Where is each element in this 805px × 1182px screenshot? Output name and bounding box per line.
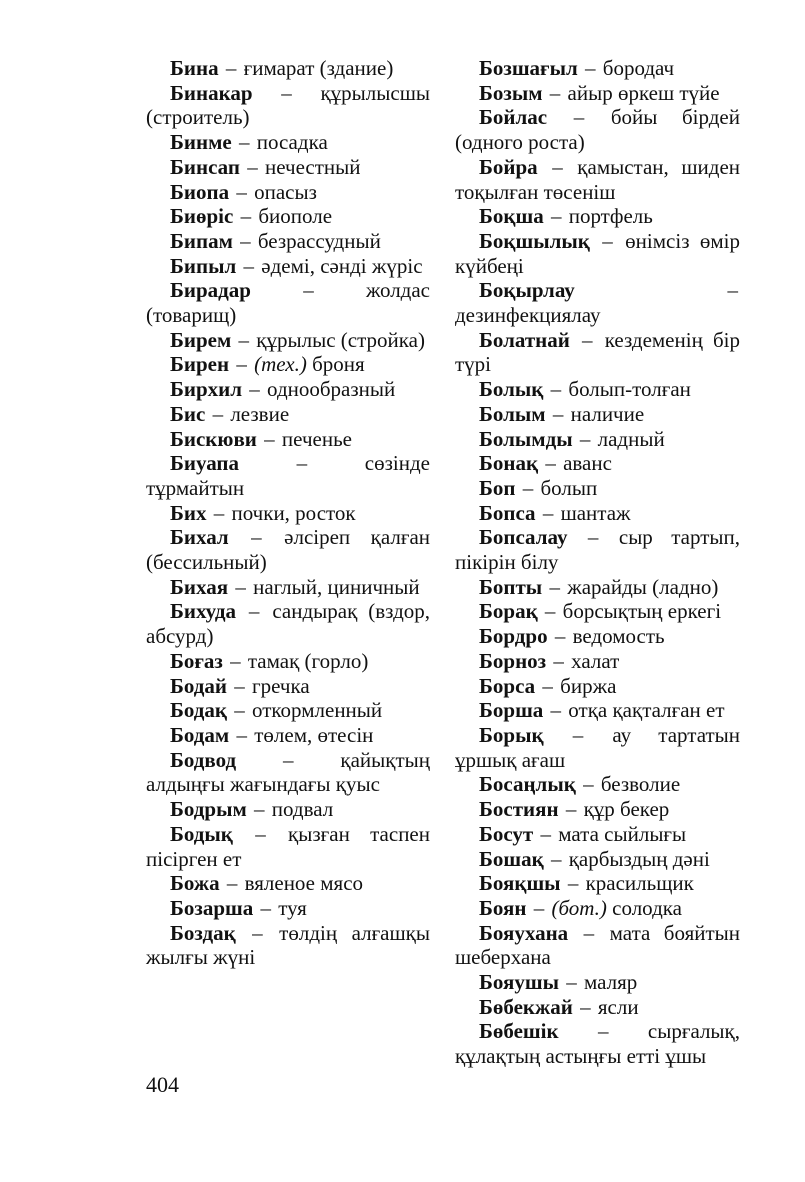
- entry-dash: –: [549, 105, 609, 130]
- entry-definition: әлсіреп қалған (бессильный): [146, 525, 431, 575]
- right-column: [455, 56, 740, 1069]
- entry-note: (бот.): [551, 895, 607, 920]
- entry-definition: құр бекер: [583, 797, 670, 822]
- dictionary-entry: [455, 81, 740, 106]
- entry-dash: –: [252, 278, 364, 303]
- entry-definition: халат: [571, 648, 620, 673]
- entry-headword: Бихуда: [170, 599, 236, 624]
- entry-definition: айыр өркеш түйе: [567, 80, 720, 105]
- entry-definition: однообразный: [267, 377, 396, 402]
- entry-definition: қарбыздың дәні: [568, 846, 710, 871]
- entry-dash: –: [574, 994, 596, 1019]
- dictionary-entry: [455, 772, 740, 797]
- entry-headword: Бис: [170, 401, 206, 426]
- entry-dash: –: [208, 500, 230, 525]
- dictionary-entry: [146, 921, 430, 970]
- entry-definition: ғимарат (здание): [243, 56, 394, 80]
- entry-definition: шантаж: [560, 500, 631, 525]
- entry-dash: –: [570, 920, 608, 945]
- dictionary-entry: [455, 377, 740, 402]
- entry-headword: Боқшылық: [479, 228, 590, 253]
- dictionary-entry: [146, 748, 430, 797]
- entry-dash: –: [569, 525, 617, 550]
- entry-dash: –: [545, 846, 567, 871]
- entry-dash: –: [579, 56, 601, 80]
- dictionary-entry: [455, 822, 740, 847]
- entry-headword: Бойлас: [479, 105, 548, 130]
- dictionary-entry: [146, 698, 430, 723]
- entry-dash: –: [548, 648, 570, 673]
- dictionary-entry: [455, 105, 740, 154]
- entry-definition: жарайды (ладно): [567, 574, 719, 599]
- entry-dash: –: [254, 80, 319, 105]
- entry-dash: –: [248, 797, 270, 822]
- entry-headword: Болық: [479, 377, 544, 402]
- entry-definition: наглый, циничный: [253, 574, 420, 599]
- entry-headword: Бопса: [479, 500, 536, 525]
- dictionary-entry: [146, 649, 430, 674]
- entry-headword: Борық: [479, 722, 544, 747]
- dictionary-entry: [455, 698, 740, 723]
- entry-dash: –: [233, 327, 255, 352]
- entry-definition: аванс: [563, 451, 612, 476]
- dictionary-entry: [146, 427, 430, 452]
- entry-dash: –: [571, 327, 603, 352]
- entry-definition: посадка: [256, 130, 328, 155]
- entry-headword: Бонақ: [479, 451, 539, 476]
- entry-dash: –: [231, 352, 253, 377]
- entry-definition: гречка: [252, 673, 310, 698]
- entry-dash: –: [560, 797, 582, 822]
- dictionary-entry: [146, 501, 430, 526]
- entry-definition: сөзінде тұрмайтын: [146, 451, 430, 500]
- entry-definition: кездеменің бір түрі: [455, 327, 741, 377]
- entry-headword: Бодай: [170, 673, 228, 698]
- dictionary-entry: [146, 254, 430, 279]
- entry-headword: Боп: [479, 475, 516, 500]
- entry-definition: броня: [312, 352, 365, 377]
- entry-dash: –: [562, 871, 584, 896]
- entry-headword: Бих: [170, 500, 207, 525]
- entry-definition: безволие: [600, 772, 681, 797]
- dictionary-entry: [455, 723, 740, 772]
- entry-headword: Бина: [170, 56, 219, 80]
- entry-dash: –: [221, 871, 243, 896]
- entry-definition: ау тартатын ұршық ағаш: [455, 722, 740, 772]
- dictionary-entry: [146, 328, 430, 353]
- dictionary-entry: [146, 822, 430, 871]
- entry-headword: Бойра: [479, 154, 538, 179]
- entry-dash: –: [537, 673, 559, 698]
- entry-headword: Боздақ: [170, 920, 236, 945]
- dictionary-entry: [455, 921, 740, 970]
- entry-definition: өнімсіз өмір күйбеңі: [455, 228, 740, 278]
- entry-dash: –: [234, 821, 287, 846]
- entry-dash: –: [258, 426, 280, 451]
- entry-definition: ладный: [597, 426, 665, 451]
- entry-headword: Бопсалау: [479, 525, 568, 550]
- entry-headword: Боқырлау: [479, 278, 575, 303]
- entry-dash: –: [560, 1019, 646, 1044]
- entry-definition: солодка: [612, 895, 682, 920]
- entry-dash: –: [528, 895, 550, 920]
- dictionary-entry: [146, 575, 430, 600]
- dictionary-entry: [146, 278, 430, 327]
- entry-definition: қайықтың алдыңғы жағындағы қуыс: [146, 747, 430, 797]
- entry-headword: Бөбекжай: [479, 994, 573, 1019]
- entry-dash: –: [577, 772, 599, 797]
- entry-headword: Болым: [479, 401, 546, 426]
- entry-dash: –: [545, 204, 567, 229]
- entry-headword: Бодрым: [170, 797, 247, 822]
- dictionary-entry: [455, 575, 740, 600]
- entry-headword: Бошақ: [479, 846, 544, 871]
- dictionary-entry: [146, 723, 430, 748]
- entry-headword: Биөріс: [170, 204, 234, 229]
- entry-dash: –: [545, 698, 567, 723]
- entry-definition: сыр тартып, пікірін білу: [455, 525, 741, 575]
- entry-definition: безрассудный: [257, 228, 381, 253]
- entry-definition: лезвие: [230, 401, 290, 426]
- entry-headword: Болымды: [479, 426, 573, 451]
- dictionary-entry: [455, 328, 740, 377]
- entry-headword: Бордро: [479, 624, 548, 649]
- entry-dash: –: [545, 722, 611, 747]
- entry-definition: ясли: [597, 994, 639, 1019]
- entry-headword: Болатнай: [479, 327, 570, 352]
- entry-headword: Борноз: [479, 648, 547, 673]
- dictionary-entry: [455, 525, 740, 574]
- entry-definition: наличие: [570, 401, 645, 426]
- dictionary-entry: [455, 624, 740, 649]
- dictionary-entry: [455, 896, 740, 921]
- entry-dash: –: [549, 624, 571, 649]
- dictionary-entry: [146, 797, 430, 822]
- entry-definition: биополе: [258, 204, 333, 229]
- entry-dash: –: [574, 426, 596, 451]
- entry-dash: –: [224, 648, 246, 673]
- entry-definition: ведомость: [572, 624, 665, 649]
- entry-dash: –: [233, 130, 255, 155]
- entry-dash: –: [230, 525, 283, 550]
- entry-definition: борсықтың еркегі: [562, 599, 722, 624]
- entry-headword: Бихая: [170, 574, 229, 599]
- dictionary-entry: [455, 501, 740, 526]
- entry-dash: –: [540, 451, 562, 476]
- entry-headword: Божа: [170, 871, 220, 896]
- entry-definition: сандырақ (вздор, абсурд): [146, 599, 431, 649]
- entry-dash: –: [231, 722, 253, 747]
- entry-headword: Бинме: [170, 130, 232, 155]
- entry-headword: Бирадар: [170, 278, 251, 303]
- entry-headword: Бодам: [170, 722, 230, 747]
- entry-headword: Бинсап: [170, 154, 240, 179]
- entry-dash: –: [547, 401, 569, 426]
- entry-dash: –: [237, 920, 278, 945]
- entry-headword: Бипыл: [170, 253, 237, 278]
- dictionary-entry: [455, 427, 740, 452]
- entry-definition: жолдас (товарищ): [146, 278, 430, 328]
- entry-dash: –: [229, 673, 251, 698]
- entry-dash: –: [241, 451, 363, 476]
- dictionary-entry: [455, 847, 740, 872]
- entry-headword: Босут: [479, 821, 534, 846]
- entry-dash: –: [545, 377, 567, 402]
- entry-definition: портфель: [568, 204, 653, 229]
- entry-headword: Бояухана: [479, 920, 569, 945]
- dictionary-entry: [146, 871, 430, 896]
- dictionary-entry: [146, 56, 430, 81]
- entry-definition: подвал: [271, 797, 334, 822]
- entry-headword: Бирем: [170, 327, 232, 352]
- entry-definition: отқа қақталған ет: [568, 698, 725, 723]
- entry-dash: –: [560, 970, 582, 995]
- dictionary-entry: [146, 674, 430, 699]
- entry-dash: –: [230, 574, 252, 599]
- dictionary-entry: [455, 278, 740, 327]
- entry-definition: бородач: [602, 56, 675, 80]
- entry-definition: құрылысшы (строитель): [146, 80, 430, 130]
- entry-definition: әдемі, сәнді жүріс: [261, 253, 423, 278]
- entry-dash: –: [235, 204, 257, 229]
- entry-headword: Бодық: [170, 821, 233, 846]
- entry-dash: –: [544, 574, 566, 599]
- entry-headword: Бозым: [479, 80, 543, 105]
- entry-dash: –: [238, 253, 260, 278]
- dictionary-entry: [146, 130, 430, 155]
- entry-headword: Бискюви: [170, 426, 257, 451]
- dictionary-entry: [146, 377, 430, 402]
- entry-headword: Биопа: [170, 179, 230, 204]
- entry-dash: –: [238, 747, 339, 772]
- dictionary-entry: [455, 155, 740, 204]
- entry-definition: биржа: [560, 673, 617, 698]
- entry-definition: қызған таспен пісірген ет: [146, 821, 430, 871]
- dictionary-entry: [455, 476, 740, 501]
- entry-definition: маляр: [583, 970, 638, 995]
- entry-definition: құрылыс (стройка): [256, 327, 425, 352]
- dictionary-entry: [455, 1019, 740, 1068]
- entry-definition: вяленое мясо: [244, 871, 364, 896]
- dictionary-entry: [455, 649, 740, 674]
- entry-headword: Бояушы: [479, 970, 559, 995]
- left-column: [146, 56, 430, 970]
- entry-definition: нечестный: [264, 154, 361, 179]
- page-number: 404: [146, 1072, 179, 1097]
- dictionary-entry: [455, 451, 740, 476]
- dictionary-entry: [455, 229, 740, 278]
- entry-definition: тамақ (горло): [247, 648, 369, 673]
- dictionary-entry: [146, 896, 430, 921]
- entry-headword: Бирхил: [170, 377, 243, 402]
- entry-dash: –: [539, 154, 576, 179]
- entry-headword: Бихал: [170, 525, 229, 550]
- entry-headword: Бипам: [170, 228, 233, 253]
- entry-definition: мата сыйлығы: [558, 821, 687, 846]
- entry-headword: Бинакар: [170, 80, 253, 105]
- entry-definition: сырғалық, құлақтың астыңғы етті ұшы: [455, 1019, 740, 1069]
- dictionary-entry: [455, 871, 740, 896]
- entry-dash: –: [591, 228, 624, 253]
- entry-dash: –: [244, 377, 266, 402]
- entry-definition: болып-толған: [568, 377, 691, 402]
- entry-dash: –: [237, 599, 271, 624]
- entry-definition: откормленный: [252, 698, 383, 723]
- entry-headword: Бирен: [170, 352, 230, 377]
- entry-dash: –: [229, 698, 251, 723]
- dictionary-entry: [455, 674, 740, 699]
- entry-headword: Боғаз: [170, 648, 223, 673]
- entry-headword: Борша: [479, 698, 544, 723]
- entry-definition: туя: [278, 895, 307, 920]
- entry-dash: –: [220, 56, 242, 80]
- dictionary-entry: [146, 352, 430, 377]
- dictionary-entry: [455, 204, 740, 229]
- dictionary-entry: [146, 599, 430, 648]
- entry-definition: почки, росток: [231, 500, 356, 525]
- entry-headword: Бодақ: [170, 698, 228, 723]
- entry-dash: –: [231, 179, 253, 204]
- entry-headword: Бодвод: [170, 747, 237, 772]
- dictionary-entry: [455, 56, 740, 81]
- entry-definition: печенье: [281, 426, 352, 451]
- entry-headword: Бозарша: [170, 895, 254, 920]
- dictionary-entry: [455, 995, 740, 1020]
- entry-headword: Бөбешік: [479, 1019, 559, 1044]
- entry-headword: Биуапа: [170, 451, 240, 476]
- dictionary-entry: [146, 229, 430, 254]
- entry-dash: –: [576, 278, 738, 303]
- entry-definition: опасыз: [254, 179, 317, 204]
- entry-headword: Борақ: [479, 599, 538, 624]
- entry-note: (тех.): [254, 352, 307, 377]
- entry-headword: Боқша: [479, 204, 544, 229]
- entry-headword: Борса: [479, 673, 536, 698]
- dictionary-entry: [146, 180, 430, 205]
- entry-headword: Бопты: [479, 574, 543, 599]
- entry-headword: Босаңлық: [479, 772, 576, 797]
- entry-dash: –: [241, 154, 263, 179]
- dictionary-entry: [455, 599, 740, 624]
- dictionary-entry: [455, 797, 740, 822]
- entry-headword: Боян: [479, 895, 527, 920]
- entry-headword: Бояқшы: [479, 871, 561, 896]
- dictionary-entry: [146, 155, 430, 180]
- entry-definition: төлем, өтесін: [254, 722, 374, 747]
- entry-definition: дезинфекциялау: [455, 303, 601, 328]
- dictionary-entry: [146, 204, 430, 229]
- entry-dash: –: [517, 475, 539, 500]
- dictionary-entry: [146, 525, 430, 574]
- entry-definition: мата бояйтын шеберхана: [455, 920, 741, 970]
- entry-dash: –: [537, 500, 559, 525]
- dictionary-entry: [146, 451, 430, 500]
- entry-headword: Бозшағыл: [479, 56, 578, 80]
- dictionary-entry: [455, 970, 740, 995]
- entry-definition: болып: [540, 475, 598, 500]
- entry-dash: –: [539, 599, 561, 624]
- entry-definition: бойы бірдей (одного роста): [455, 105, 740, 155]
- entry-dash: –: [234, 228, 256, 253]
- entry-dash: –: [535, 821, 557, 846]
- entry-definition: қамыстан, шиден тоқылған төсеніш: [455, 154, 740, 204]
- entry-dash: –: [255, 895, 277, 920]
- dictionary-entry: [455, 402, 740, 427]
- dictionary-entry: [146, 402, 430, 427]
- entry-definition: красильщик: [585, 871, 694, 896]
- entry-dash: –: [207, 401, 229, 426]
- entry-definition: төлдің алғашқы жылғы жүні: [146, 920, 430, 970]
- dictionary-entry: [146, 81, 430, 130]
- entry-dash: –: [544, 80, 566, 105]
- entry-headword: Бостиян: [479, 797, 559, 822]
